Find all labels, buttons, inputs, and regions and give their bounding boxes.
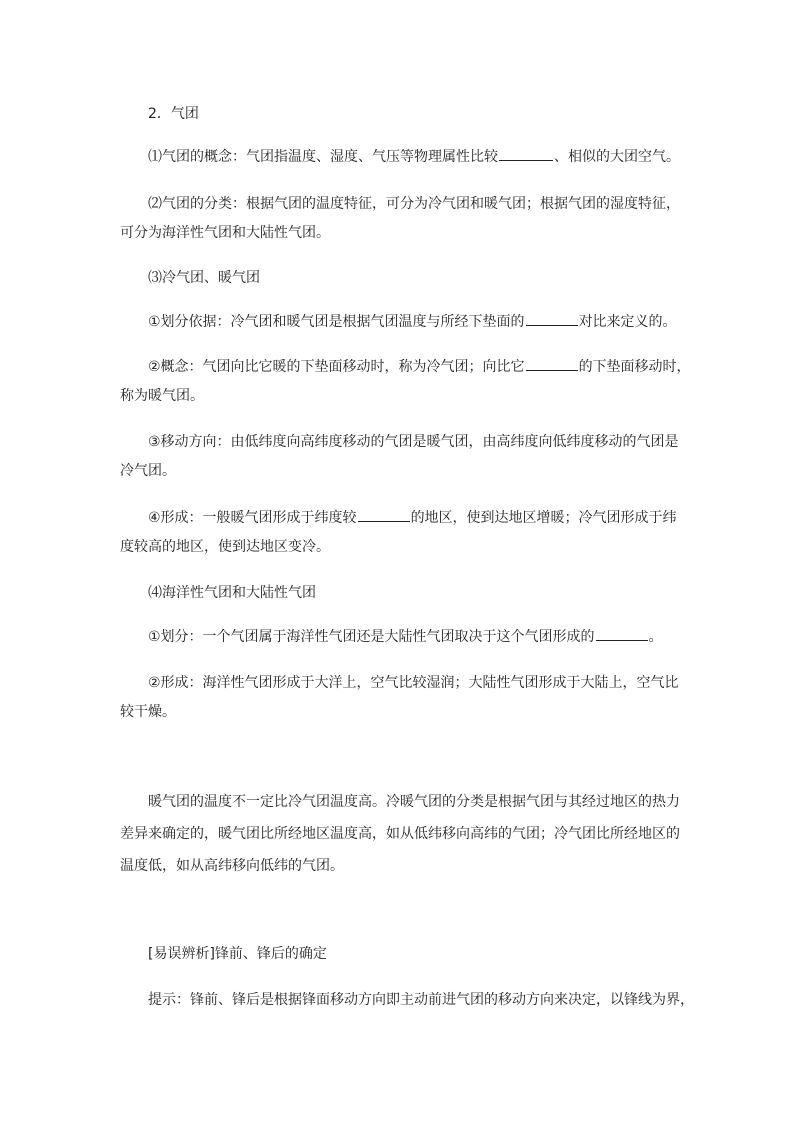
text-after-blank: 、相似的大团空气。 bbox=[554, 149, 680, 165]
analysis-title: [易误辨析]锋前、锋后的确定 bbox=[148, 946, 327, 962]
paragraph-formation-line1 bbox=[148, 508, 708, 528]
section-title: 2．气团 bbox=[148, 106, 199, 122]
paragraph-movement-line2: 冷气团。 bbox=[120, 463, 176, 479]
subsection-title-maritime-continental: ⑷海洋性气团和大陆性气团 bbox=[148, 585, 316, 601]
note-line2: 差异来确定的，暖气团比所经地区温度高，如从低纬移向高纬的气团；冷气团比所经地区的 bbox=[120, 826, 680, 842]
paragraph-division-basis bbox=[148, 312, 708, 332]
text-after-blank: 的地区，使到达地区增暖；冷气团形成于纬 bbox=[410, 510, 677, 526]
fill-in-blank[interactable] bbox=[358, 509, 410, 522]
paragraph-classification-line2: 可分为海洋性气团和大陆性气团。 bbox=[120, 225, 330, 241]
text-after-blank: 的下垫面移动时， bbox=[578, 359, 691, 375]
text-before-blank: ①划分依据：冷气团和暖气团是根据气团温度与所经下垫面的 bbox=[148, 314, 525, 330]
fill-in-blank[interactable] bbox=[526, 358, 578, 371]
text-before-blank: ①划分：一个气团属于海洋性气团还是大陆性气团取决于这个气团形成的 bbox=[148, 629, 595, 645]
paragraph-classification-line1: ⑵气团的分类：根据气团的温度特征，可分为冷气团和暖气团；根据气团的湿度特征， bbox=[148, 196, 680, 212]
paragraph-concept-line1 bbox=[148, 357, 708, 377]
text-before-blank: ④形成：一般暖气团形成于纬度较 bbox=[148, 510, 357, 526]
paragraph-maritime-formation-line1: ②形成：海洋性气团形成于大洋上，空气比较湿润；大陆性气团形成于大陆上，空气比 bbox=[148, 675, 679, 691]
fill-in-blank[interactable] bbox=[596, 628, 648, 641]
subsection-title-cold-warm: ⑶冷气团、暖气团 bbox=[148, 270, 260, 286]
text-after-blank: 。 bbox=[648, 629, 663, 645]
note-line3: 温度低，如从高纬移向低纬的气团。 bbox=[120, 858, 344, 874]
paragraph-movement-line1: ③移动方向：由低纬度向高纬度移动的气团是暖气团，由高纬度向低纬度移动的气团是 bbox=[148, 434, 679, 450]
paragraph-formation-line2: 度较高的地区，使到达地区变冷。 bbox=[120, 539, 330, 555]
paragraph-maritime-formation-line2: 较干燥。 bbox=[120, 704, 176, 720]
text-before-blank: ⑴气团的概念：气团指温度、湿度、气压等物理属性比较 bbox=[148, 149, 498, 165]
paragraph-air-mass-concept bbox=[148, 147, 708, 167]
text-before-blank: ②概念：气团向比它暖的下垫面移动时，称为冷气团；向比它 bbox=[148, 359, 525, 375]
fill-in-blank[interactable] bbox=[499, 148, 553, 161]
paragraph-concept-line2: 称为暖气团。 bbox=[120, 388, 204, 404]
text-after-blank: 对比来定义的。 bbox=[578, 314, 677, 330]
paragraph-maritime-division bbox=[148, 627, 708, 647]
fill-in-blank[interactable] bbox=[526, 313, 578, 326]
hint-line: 提示：锋前、锋后是根据锋面移动方向即主动前进气团的移动方向来决定，以锋线为界， bbox=[148, 992, 694, 1008]
note-line1: 暖气团的温度不一定比冷气团温度高。冷暖气团的分类是根据气团与其经过地区的热力 bbox=[148, 794, 680, 810]
